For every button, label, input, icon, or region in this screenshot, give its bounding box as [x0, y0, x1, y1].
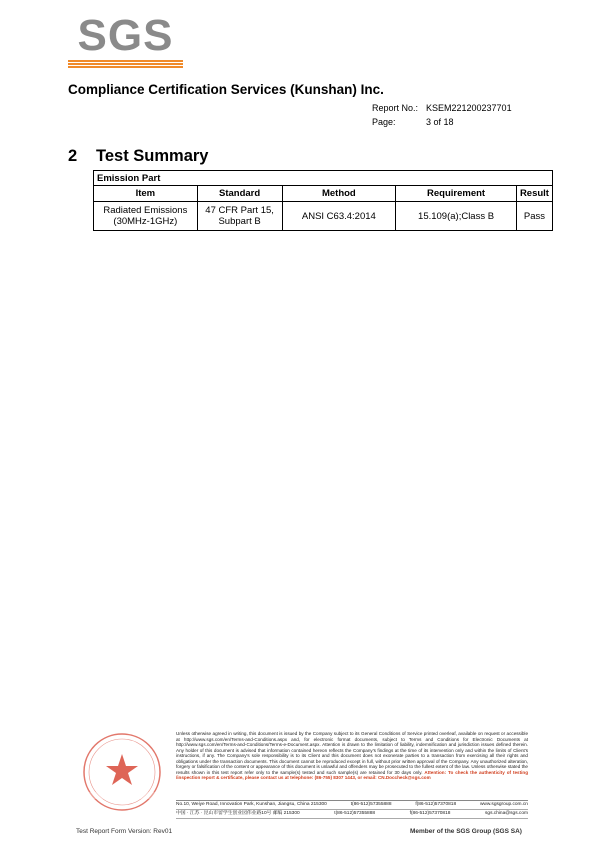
cell-requirement: 15.109(a);Class B — [396, 202, 517, 231]
fax-cn: f(86-512)57370818 — [409, 811, 451, 816]
footer-address — [176, 800, 528, 819]
cell-item — [94, 202, 198, 231]
table-row — [94, 202, 553, 231]
header-method: Method — [282, 186, 396, 202]
cell-method: ANSI C63.4:2014 — [282, 202, 396, 231]
standard-line-2: Subpart B — [218, 216, 261, 227]
header-standard: Standard — [197, 186, 282, 202]
web: www.sgsgroup.com.cn — [479, 802, 528, 807]
logo-text: SGS — [77, 11, 174, 60]
legal-text: Unless otherwise agreed in writing, this document is issued by the Company subject to its General Conditions of Service printed overleaf, available on request or accessible at http://www.sgs.com/en/Terms-and-Conditions.aspx and, for electronic format documents, subject to Terms and Conditions for Electronic Documents at http://www.sgs.com/en/Terms-and-Conditions/Terms-e-Document.aspx. Attention is drawn to the limitation of liability, indemnification and jurisdiction issues defined therein. Any holder of this document is advised that information contained hereon reflects the Company's findings at the time of its intervention only and within the limits of Client's instructions, if any. The Company's sole responsibility is to its Client and this document does not exonerate parties to a transaction from exercising all their rights and obligations under the transaction documents. This document cannot be reproduced except in full, without prior written approval of the Company. Any unauthorized alteration, forgery or falsification of the content or appearance of this document is unlawful and offenders may be prosecuted to the fullest extent of the law. Unless otherwise stated the results shown in this test report refer only to the sample(s) tested and such sample(s) are retained for 30 days only. — [176, 731, 528, 775]
address-row-en — [176, 801, 528, 810]
header-requirement: Requirement — [396, 186, 517, 202]
section-number: 2 — [68, 147, 78, 165]
form-version: Test Report Form Version: Rev01 — [76, 828, 173, 835]
legal-notice — [176, 731, 528, 781]
section-heading — [68, 147, 209, 166]
header-item: Item — [94, 186, 198, 202]
fax: f(86-512)57370818 — [415, 802, 457, 807]
cell-result: Pass — [516, 202, 552, 231]
address-cn: 中国 · 江苏 · 昆山市留学生创业园伟业路10号 邮编 215300 — [176, 811, 300, 816]
attention-text: Attention: To check the authenticity of testing /inspection report & certificate, please contact us at telephone: (86-755) 8307 1443, or email: CN.Doccheck@sgs.com — [176, 769, 529, 780]
email: sgs.china@sgs.com — [485, 811, 528, 816]
standard-line-1: 47 CFR Part 15, — [205, 205, 274, 216]
page-label: Page: — [372, 117, 396, 127]
company-name: Compliance Certification Services (Kunshan) Inc. — [68, 82, 384, 97]
section-title: Test Summary — [96, 147, 209, 165]
page-value: 3 of 18 — [426, 117, 454, 127]
sgs-logo — [68, 10, 183, 70]
item-line-1: Radiated Emissions — [103, 205, 188, 216]
report-info — [372, 101, 512, 129]
cell-standard — [197, 202, 282, 231]
address-row-cn — [176, 810, 528, 819]
report-no-value: KSEM221200237701 — [426, 103, 512, 113]
test-summary-table — [93, 170, 553, 231]
address-en: No.10, Weiye Road, Innovation Park, Kunshan, Jiangsu, China 215300 — [176, 802, 327, 807]
item-line-2: (30MHz-1GHz) — [113, 216, 178, 227]
tel: t(86-512)57355888 — [350, 802, 392, 807]
seal-icon — [74, 728, 170, 824]
company-seal — [74, 728, 170, 824]
sgs-member: Member of the SGS Group (SGS SA) — [410, 828, 522, 835]
emission-part-label: Emission Part — [94, 171, 553, 186]
header-result: Result — [516, 186, 552, 202]
report-no-label: Report No.: — [372, 103, 419, 113]
table-header-row — [94, 186, 553, 202]
logo-stripes — [68, 60, 183, 70]
tel-cn: t(86-512)57355888 — [334, 811, 376, 816]
